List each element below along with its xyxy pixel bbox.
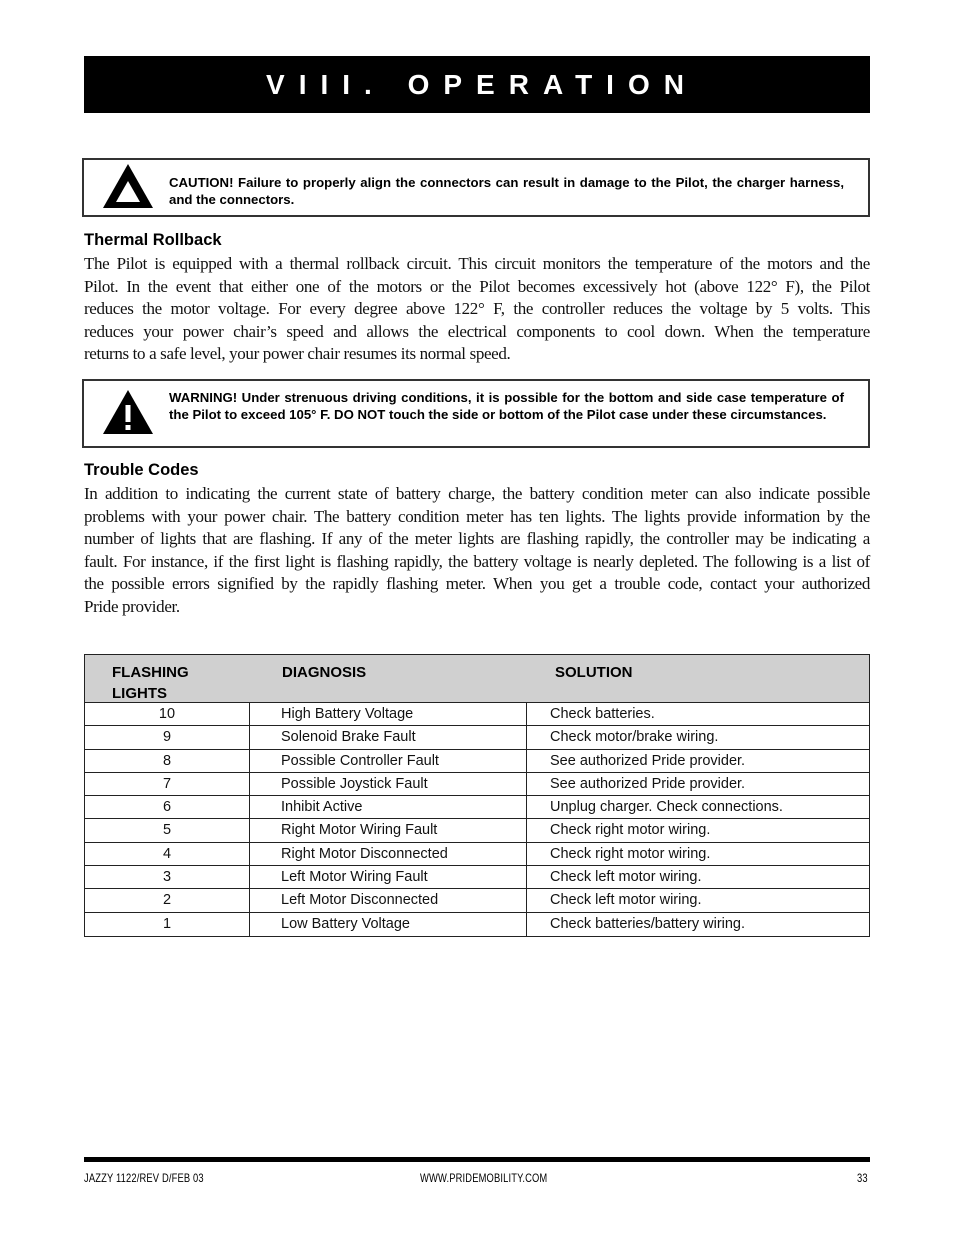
header-lights-label: LIGHTS [112,685,167,702]
cell-diagnosis: Low Battery Voltage [250,913,527,936]
cell-solution: Check batteries. [550,706,655,722]
table-row [85,913,869,936]
table-row [85,796,869,819]
cell-solution: See authorized Pride provider. [550,775,746,792]
cell-diagnosis: Inhibit Active [250,796,527,818]
cell-lights: 5 [85,819,250,841]
cell-diagnosis: Solenoid Brake Fault [250,726,527,748]
cell-solution: Check left motor wiring. [550,892,702,909]
table-row [85,773,869,796]
cell-lights: 7 [85,773,250,795]
table-row [85,726,869,749]
table-row [85,889,869,912]
paragraph-line: In addition to indicating the current state of battery charge, the battery condition meter can also indicate possible [84,484,870,503]
page-number: 33 [857,1171,868,1185]
cell-lights: 8 [85,750,250,772]
caution-box [82,158,870,217]
trouble-codes-paragraph [84,483,870,618]
paragraph-line: fault. For instance, if the first light is flashing rapidly, the battery voltage is nearly depleted. The following is a list of [84,551,870,571]
cell-solution: Check left motor wiring. [550,869,702,886]
cell-diagnosis: High Battery Voltage [250,703,527,725]
caution-triangle-icon [100,160,156,216]
cell-diagnosis: Left Motor Disconnected [250,889,527,911]
table-row [85,843,869,866]
warning-box [82,379,870,448]
table-row [85,703,869,726]
cell-diagnosis: Possible Controller Fault [250,750,527,772]
footer-website: WWW.PRIDEMOBILITY.COM [420,1171,548,1185]
table-row [85,750,869,773]
section-title: VIII. OPERATION [266,68,698,100]
warning-text: WARNING! Under strenuous driving conditions, it is possible for the bottom and side case temperature of the Pilot to exceed 105° F. DO NOT touch the side or bottom of the Pilot case under these circumstances. [169,390,844,422]
cell-diagnosis: Possible Joystick Fault [250,773,527,795]
trouble-codes-table [84,654,870,937]
warning-exclamation-icon [100,388,156,438]
paragraph-line: problems with your power chair. The battery condition meter has ten lights. The lights provide information by the [84,506,870,526]
paragraph-line: Pride provider. [84,596,180,616]
paragraph-line: the possible errors signified by the rapidly flashing meter. When you get a trouble code, contact your authorized [84,574,870,593]
header-flashing-label: FLASHING [112,664,189,681]
paragraph-line: returns to a safe level, your power chair resumes its normal speed. [84,344,511,363]
cell-diagnosis: Left Motor Wiring Fault [250,866,527,888]
paragraph-line: number of lights that are flashing. If any of the meter lights are flashing rapidly, the controller may be indicating a [84,529,870,548]
header-diagnosis: DIAGNOSIS [282,664,367,681]
cell-lights: 6 [85,796,250,818]
paragraph-line: reduces the motor voltage. For every degree above 122° F, the controller reduces the voltage by 5 volts. This [84,299,870,318]
table-row [85,819,869,842]
cell-lights: 3 [85,866,250,888]
table-row [85,866,869,889]
cell-solution: See authorized Pride provider. [550,752,746,769]
paragraph-line: reduces your power chair’s speed and allows the electrical components to cool down. When the temperature [84,321,870,341]
cell-solution: Check batteries/battery wiring. [550,915,746,932]
cell-solution: Check motor/brake wiring. [550,729,719,746]
cell-solution: Check right motor wiring. [550,845,711,862]
cell-diagnosis: Right Motor Wiring Fault [250,819,527,841]
cell-solution: Unplug charger. Check connections. [550,799,783,816]
section-banner [84,56,870,113]
table-header [85,655,869,703]
trouble-codes-heading: Trouble Codes [84,461,199,479]
footer-document-id: JAZZY 1122/REV D/FEB 03 [84,1171,204,1185]
header-flashing-lights [112,662,189,704]
cell-lights: 2 [85,889,250,911]
thermal-rollback-paragraph [84,253,870,366]
cell-solution: Check right motor wiring. [550,822,711,839]
cell-diagnosis: Right Motor Disconnected [250,843,527,865]
paragraph-line: The Pilot is equipped with a thermal rollback circuit. This circuit monitors the temperature of the motors and the [84,254,870,273]
caution-text: CAUTION! Failure to properly align the connectors can result in damage to the Pilot, the charger harness, and the connectors. [169,175,844,207]
footer-rule [84,1157,870,1162]
cell-lights: 4 [85,843,250,865]
paragraph-line: Pilot. In the event that either one of the motors or the Pilot becomes excessively hot (above 122° F), the Pilot [84,276,870,296]
cell-lights: 1 [85,913,250,936]
cell-lights: 10 [85,703,250,725]
thermal-rollback-heading: Thermal Rollback [84,231,222,249]
header-solution: SOLUTION [555,664,633,681]
cell-lights: 9 [85,726,250,748]
